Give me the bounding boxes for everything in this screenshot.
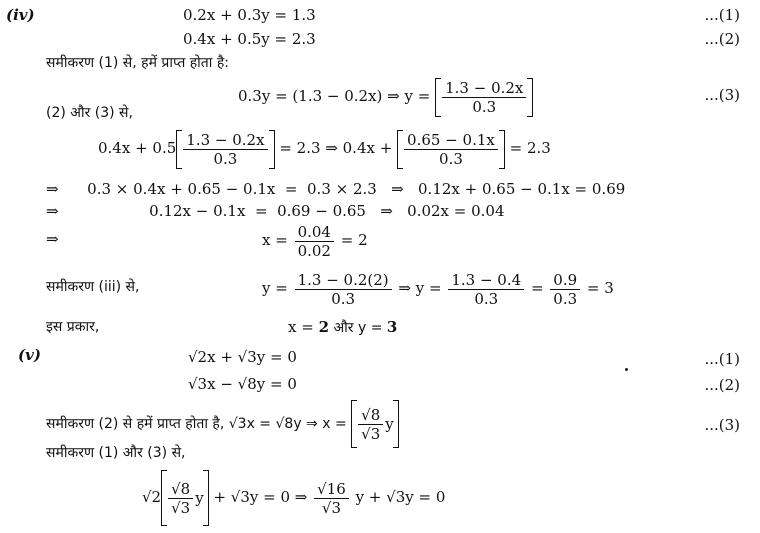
bracket <box>435 78 533 117</box>
v-equation-number-3: ...(3) <box>704 416 740 434</box>
bracket <box>176 130 274 169</box>
v-equation-number-2: ...(2) <box>704 376 740 394</box>
fraction <box>314 481 349 516</box>
fraction-numerator: 1.3 − 0.2x <box>183 132 267 150</box>
equation-1: 0.2x + 0.3y = 1.3 <box>183 6 316 24</box>
result-x-value: 2 <box>318 318 330 336</box>
v-substitution-line <box>142 470 445 526</box>
fraction <box>168 481 193 516</box>
fraction-denominator: √3 <box>321 498 342 517</box>
fraction-numerator: √16 <box>314 481 349 499</box>
sub-left: 0.4x + 0.5 <box>98 139 177 157</box>
equation-number-2: ...(2) <box>704 30 740 48</box>
fraction-numerator: 0.65 − 0.1x <box>404 132 498 150</box>
bracket <box>397 130 505 169</box>
part-v-label: (v) <box>18 346 41 364</box>
result-line <box>288 318 397 337</box>
solve-y-left: y = <box>262 279 293 297</box>
fraction-denominator: √3 <box>361 424 381 443</box>
v-equation-1: √2x + √3y = 0 <box>188 348 297 366</box>
fraction <box>358 407 383 442</box>
fraction <box>295 224 334 259</box>
sub-mid: = 2.3 ⇒ 0.4x + <box>274 139 398 157</box>
fraction-numerator: 0.9 <box>550 272 580 290</box>
fraction-tail: y <box>385 415 394 433</box>
solve-y-right: = 3 <box>582 279 614 297</box>
fraction-denominator: 0.3 <box>553 289 578 308</box>
v-from-1-and-3: समीकरण (1) और (3) से, <box>46 445 186 461</box>
fraction <box>404 132 498 167</box>
fraction <box>448 272 524 307</box>
fraction-numerator: 1.3 − 0.4 <box>448 272 524 290</box>
fraction-denominator: 0.02 <box>297 241 331 260</box>
bracket <box>161 470 209 526</box>
stray-dot <box>625 368 628 371</box>
equation-number-1: ...(1) <box>704 6 740 24</box>
part-iv-label: (iv) <box>6 6 35 24</box>
fraction-numerator: √8 <box>358 407 383 425</box>
step-line-b: ⇒ 0.3 × 0.4x + 0.65 − 0.1x = 0.3 × 2.3 ⇒ 0.12x + 0.65 − 0.1x = 0.69 <box>46 180 626 198</box>
fraction-denominator: 0.3 <box>439 149 463 168</box>
solve-x-right: = 2 <box>335 231 368 249</box>
solve-y-mid: ⇒ y = <box>393 279 447 297</box>
solve-x-line <box>262 222 368 259</box>
solve-x-left: x = <box>262 231 293 249</box>
text-from-iii: समीकरण (iii) से, <box>46 279 140 295</box>
equals-sign: = <box>526 279 549 297</box>
fraction-denominator: 0.3 <box>331 289 356 308</box>
fraction <box>295 272 392 307</box>
fraction-numerator: 0.04 <box>295 224 334 242</box>
step-y-expression <box>238 76 533 117</box>
fraction <box>183 132 267 167</box>
fraction-numerator: 1.3 − 0.2(2) <box>295 272 392 290</box>
v-equation-2: √3x − √8y = 0 <box>188 375 297 393</box>
result-y-value: 3 <box>386 318 398 336</box>
v-from-2-line <box>46 400 399 448</box>
fraction <box>550 272 580 307</box>
v-sub-left: √2 <box>142 488 162 506</box>
text-from-equation-1: समीकरण (1) से, हमें प्राप्त होता है: <box>46 55 230 71</box>
fraction-denominator: 0.3 <box>474 289 499 308</box>
v-equation-number-1: ...(1) <box>704 350 740 368</box>
solve-y-line <box>262 270 614 307</box>
v-from-2-text: समीकरण (2) से हमें प्राप्त होता है, √3x = √8y ⇒ x = <box>46 416 352 432</box>
sub-right: = 2.3 <box>504 139 551 157</box>
fraction-numerator: √8 <box>168 481 193 499</box>
bracket <box>351 400 399 448</box>
text-from-2-and-3: (2) और (3) से, <box>46 105 133 121</box>
result-and: और y = <box>329 320 387 336</box>
v-sub-right: y + √3y = 0 <box>350 488 446 506</box>
step-y-left: 0.3y = (1.3 − 0.2x) ⇒ y = <box>238 87 436 105</box>
text-thus: इस प्रकार, <box>46 319 100 335</box>
fraction <box>442 80 526 115</box>
fraction-denominator: √3 <box>171 498 191 517</box>
substitution-line <box>98 128 551 169</box>
fraction-numerator: 1.3 − 0.2x <box>442 80 526 98</box>
equation-number-3: ...(3) <box>704 86 740 104</box>
step-line-c: ⇒ 0.12x − 0.1x = 0.69 − 0.65 ⇒ 0.02x = 0.04 <box>46 202 505 220</box>
v-sub-y: y <box>195 489 204 507</box>
v-sub-mid: + √3y = 0 ⇒ <box>208 488 313 506</box>
result-x-label: x = <box>288 318 319 336</box>
implies-arrow: ⇒ <box>46 230 59 248</box>
equation-2: 0.4x + 0.5y = 2.3 <box>183 30 316 48</box>
fraction-denominator: 0.3 <box>213 149 238 168</box>
fraction-denominator: 0.3 <box>472 97 497 116</box>
